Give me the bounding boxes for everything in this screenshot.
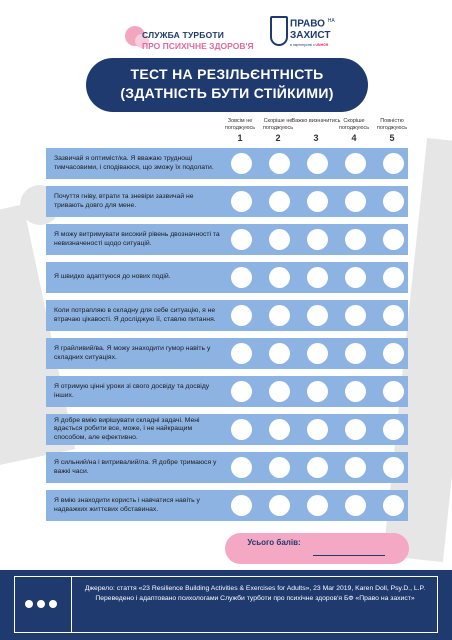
- rating-option-2[interactable]: [269, 381, 290, 402]
- mental-health-service-logo: [125, 20, 265, 56]
- logo-right-brand: UNHCR: [315, 43, 329, 47]
- total-score-label: Усього балів:: [247, 538, 301, 547]
- scale-number: 1: [237, 133, 243, 143]
- statement-text: Коли потрапляю в складну для себе ситуацію, я не втрачаю цікавості. Я досліджую її, ставлю питання.: [54, 307, 216, 323]
- statement-row-1: [46, 148, 408, 179]
- rating-option-1[interactable]: [231, 267, 252, 288]
- total-score-box: [225, 533, 409, 564]
- rating-option-2[interactable]: [269, 153, 290, 174]
- rating-option-3[interactable]: [307, 495, 328, 516]
- statement-row-4: [46, 262, 408, 293]
- logo-right-word1: ПРАВО: [290, 18, 325, 30]
- more-dots-icon: [25, 600, 57, 608]
- scale-number: 5: [389, 133, 395, 143]
- statement-row-8: [46, 414, 408, 445]
- statement-row-9: [46, 452, 408, 483]
- rating-option-4[interactable]: [345, 305, 366, 326]
- statement-text: Я грайливий/ва. Я можу знаходити гумор навіть у складних ситуаціях.: [54, 345, 211, 361]
- rating-option-3[interactable]: [307, 457, 328, 478]
- statement-text: Я добре вмію вирішувати складні задачі. Мені вдається робити все, може, і не найкращим способом, але ефективно.: [54, 416, 200, 441]
- footer-adapted: Переведено і адаптовано психологами Служби турботи про психічне здоров'я БФ «Право на захист»: [95, 595, 415, 602]
- footer-box: [14, 576, 438, 633]
- rating-option-2[interactable]: [269, 305, 290, 326]
- rating-option-3[interactable]: [307, 153, 328, 174]
- rating-option-5[interactable]: [383, 343, 404, 364]
- rating-option-1[interactable]: [231, 305, 252, 326]
- page-title: [86, 58, 368, 112]
- statement-row-3: [46, 224, 408, 255]
- rating-option-5[interactable]: [383, 495, 404, 516]
- rating-option-4[interactable]: [345, 343, 366, 364]
- rating-option-5[interactable]: [383, 457, 404, 478]
- rating-option-4[interactable]: [345, 153, 366, 174]
- rating-option-2[interactable]: [269, 457, 290, 478]
- scale-label: Важко визначитись: [291, 118, 341, 124]
- scale-number: 2: [275, 133, 281, 143]
- rating-option-1[interactable]: [231, 419, 252, 440]
- statement-text: Я швидко адаптуюся до нових подій.: [54, 273, 171, 281]
- dot: [25, 600, 33, 608]
- scale-header-5: [367, 118, 417, 143]
- footer: [0, 570, 452, 640]
- statement-text: Зазвичай я оптиміст/ка. Я вважаю труднощі тимчасовими, і сподіваюся, що зможу їх подолати.: [54, 155, 214, 171]
- rating-option-1[interactable]: [231, 381, 252, 402]
- logo-left-line2: ПРО ПСИХІЧНЕ ЗДОРОВ'Я: [142, 41, 254, 51]
- rating-option-4[interactable]: [345, 381, 366, 402]
- title-line1: ТЕСТ НА РЕЗІЛЬЄНТНІСТЬ: [130, 66, 324, 82]
- shield-icon: [270, 16, 288, 46]
- right-to-protection-logo: [270, 14, 350, 58]
- statement-row-6: [46, 338, 408, 369]
- rating-option-4[interactable]: [345, 457, 366, 478]
- logo-right-partner-text: в партнерстві з: [290, 43, 315, 47]
- scale-number: 4: [351, 133, 357, 143]
- statement-text: Почуття гніву, втрати та зневіри зазвичай не тривають довго для мене.: [54, 193, 194, 209]
- rating-option-1[interactable]: [231, 153, 252, 174]
- logo-right-line3: [290, 43, 328, 47]
- scale-label: Скоріше погоджуюсь: [338, 118, 370, 131]
- footer-divider: [71, 577, 72, 632]
- rating-option-5[interactable]: [383, 229, 404, 250]
- rating-option-3[interactable]: [307, 229, 328, 250]
- statement-text: Я отримую цінні уроки зі свого досвіду та досвіду інших.: [54, 383, 210, 399]
- rating-option-3[interactable]: [307, 267, 328, 288]
- header: [0, 14, 452, 58]
- rating-option-1[interactable]: [231, 229, 252, 250]
- dot: [37, 600, 45, 608]
- rating-option-5[interactable]: [383, 305, 404, 326]
- rating-option-4[interactable]: [345, 229, 366, 250]
- rating-option-4[interactable]: [345, 419, 366, 440]
- rating-option-4[interactable]: [345, 191, 366, 212]
- rating-option-2[interactable]: [269, 343, 290, 364]
- statement-row-10: [46, 490, 408, 521]
- statement-text: Я вмію знаходити користь і навчатися навіть у надважких життєвих обставинах.: [54, 497, 200, 513]
- scale-number: 3: [313, 133, 319, 143]
- dot: [49, 600, 57, 608]
- rating-option-2[interactable]: [269, 495, 290, 516]
- rating-option-5[interactable]: [383, 267, 404, 288]
- rating-option-5[interactable]: [383, 153, 404, 174]
- rating-option-3[interactable]: [307, 343, 328, 364]
- rating-option-5[interactable]: [383, 381, 404, 402]
- scale-label: Зовсім не погоджуюсь: [224, 118, 256, 131]
- rating-option-2[interactable]: [269, 229, 290, 250]
- rating-option-3[interactable]: [307, 305, 328, 326]
- logo-right-line2: ЗАХИСТ: [290, 30, 331, 41]
- rating-option-4[interactable]: [345, 495, 366, 516]
- footer-text: [77, 584, 433, 604]
- logo-left-line1: СЛУЖБА ТУРБОТИ: [142, 30, 225, 40]
- rating-option-2[interactable]: [269, 267, 290, 288]
- logo-right-line1: [290, 18, 335, 29]
- rating-option-1[interactable]: [231, 343, 252, 364]
- rating-option-1[interactable]: [231, 457, 252, 478]
- scale-label: Скоріше не погоджуюсь: [262, 118, 294, 131]
- rating-option-1[interactable]: [231, 191, 252, 212]
- rating-option-2[interactable]: [269, 191, 290, 212]
- total-score-field[interactable]: [313, 555, 385, 556]
- rating-option-5[interactable]: [383, 191, 404, 212]
- rating-option-1[interactable]: [231, 495, 252, 516]
- statement-row-2: [46, 186, 408, 217]
- rating-option-2[interactable]: [269, 419, 290, 440]
- statement-text: Я сильний/на і витривалий/ла. Я добре тримаюся у важкі часи.: [54, 459, 217, 475]
- footer-source: Джерело: стаття «23 Resilience Building Activities & Exercises for Adults», 23 Mar 2019, Karen Doll, Psy.D., L.P.: [84, 585, 426, 592]
- rating-option-3[interactable]: [307, 191, 328, 212]
- rating-option-5[interactable]: [383, 419, 404, 440]
- rating-option-3[interactable]: [307, 381, 328, 402]
- rating-option-4[interactable]: [345, 267, 366, 288]
- statement-row-7: [46, 376, 408, 407]
- logo-right-small-word: НА: [327, 18, 335, 24]
- statement-row-5: [46, 300, 408, 331]
- scale-label: Повністю погоджуюсь: [376, 118, 408, 131]
- title-line2: (ЗДАТНІСТЬ БУТИ СТІЙКИМИ): [120, 85, 334, 101]
- rating-option-3[interactable]: [307, 419, 328, 440]
- statement-text: Я можу витримувати високий рівень двозначності та невизначеності щодо ситуацій.: [54, 231, 220, 247]
